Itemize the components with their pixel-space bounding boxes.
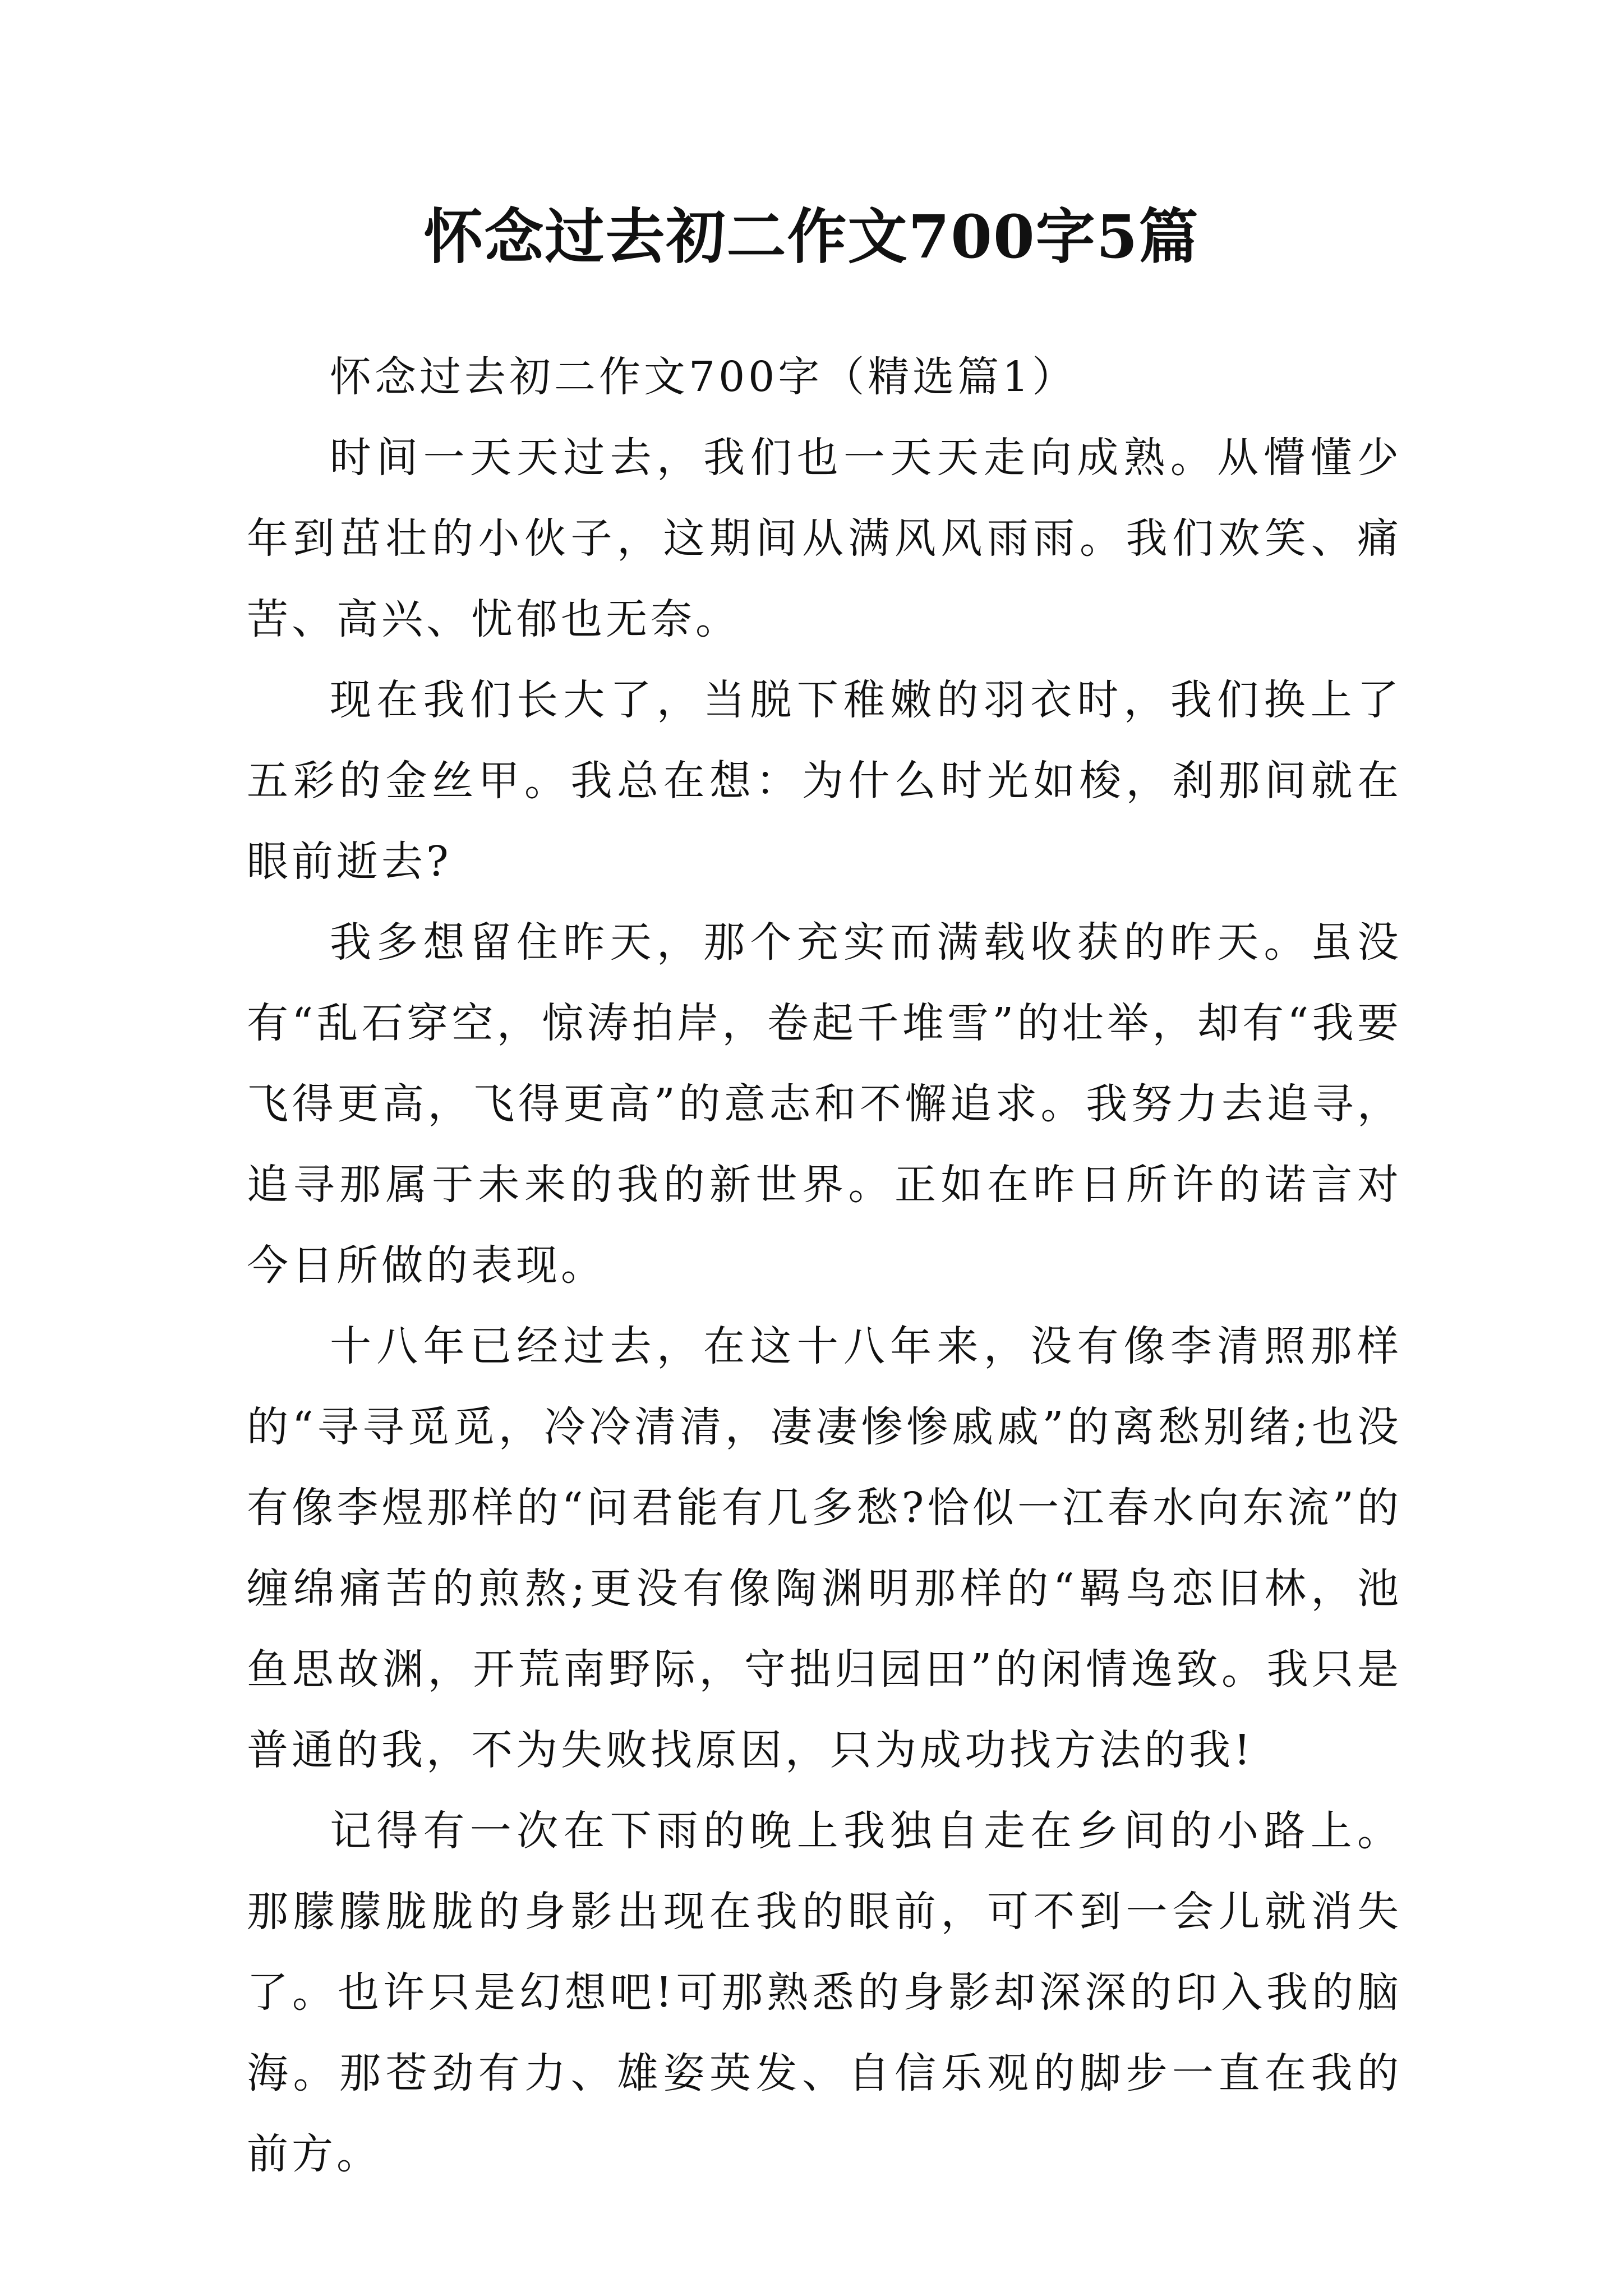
paragraph-1: 时间一天天过去，我们也一天天走向成熟。从懵懂少年到茁壮的小伙子，这期间从满风风雨雨。我们欢笑、痛苦、高兴、忧郁也无奈。 xyxy=(247,434,1402,643)
document-body xyxy=(247,337,1402,2194)
paragraph-2: 现在我们长大了，当脱下稚嫩的羽衣时，我们换上了五彩的金丝甲。我总在想：为什么时光如梭，刹那间就在眼前逝去? xyxy=(247,676,1402,886)
document-title: 怀念过去初二作文700字5篇 xyxy=(423,201,1200,272)
paragraph-3: 我多想留住昨天，那个充实而满载收获的昨天。虽没有“乱石穿空，惊涛拍岸，卷起千堆雪”的壮举，却有“我要飞得更高，飞得更高”的意志和不懈追求。我努力去追寻，追寻那属于未来的我的新世界。正如在昨日所许的诺言对今日所做的表现。 xyxy=(247,918,1402,1290)
section-heading: 怀念过去初二作文700字（精选篇1） xyxy=(330,353,1077,401)
paragraph-5: 记得有一次在下雨的晚上我独自走在乡间的小路上。那朦朦胧胧的身影出现在我的眼前，可不到一会儿就消失了。也许只是幻想吧!可那熟悉的身影却深深的印入我的脑海。那苍劲有力、雄姿英发、自信乐观的脚步一直在我的前方。 xyxy=(247,1807,1402,2178)
paragraph-4: 十八年已经过去，在这十八年来，没有像李清照那样的“寻寻觅觅，冷冷清清，凄凄惨惨戚戚”的离愁别绪;也没有像李煜那样的“问君能有几多愁?恰似一江春水向东流”的缠绵痛苦的煎熬;更没有像陶渊明那样的“羁鸟恋旧林，池鱼思故渊，开荒南野际，守拙归园田”的闲情逸致。我只是普通的我，不为失败找原因，只为成功找方法的我! xyxy=(247,1322,1402,1774)
